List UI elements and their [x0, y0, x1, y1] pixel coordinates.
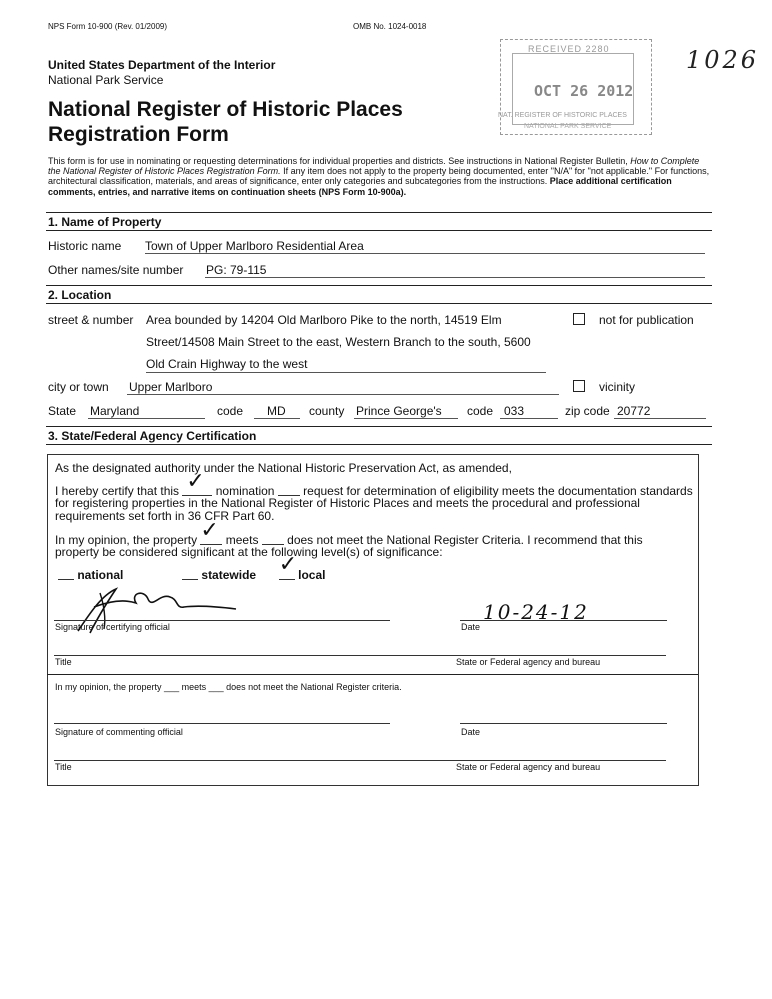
- form-number: NPS Form 10-900 (Rev. 01/2009): [48, 22, 168, 31]
- certify-text-c: request for determination of eligibility meets the documentation standards: [303, 484, 693, 498]
- national-blank[interactable]: [58, 567, 74, 580]
- certify-text-a: I hereby certify that this: [55, 484, 180, 498]
- county-underline: [354, 418, 458, 419]
- form-title-line1: National Register of Historic Places: [48, 98, 403, 121]
- local-checkmark: ✓: [278, 552, 298, 577]
- form-title-line2: Registration Form: [48, 123, 229, 146]
- state-underline: [88, 418, 205, 419]
- signature2-label: Signature of commenting official: [55, 727, 183, 737]
- intro-text-2: If any item does not apply to the property being documented, enter "N/A" for "not applicable." For functions, architectural classification, materials, and areas of significance, enter only categories and subcategories from the instructions.: [48, 166, 710, 187]
- intro-text-1: This form is for use in nominating or requesting determinations for individual properties and districts. See instructions in National Register Bulletin,: [48, 156, 631, 166]
- zip-underline: [614, 418, 706, 419]
- title-line: [54, 655, 666, 656]
- stamp-line3: NAT. REGISTER OF HISTORIC PLACES: [498, 112, 627, 119]
- other-names-value[interactable]: PG: 79-115: [206, 263, 267, 277]
- county-label: county: [309, 404, 345, 418]
- commenting-divider: [47, 674, 698, 675]
- level-national: national: [77, 568, 124, 582]
- county-code-underline: [500, 418, 558, 419]
- county-value[interactable]: Prince George's: [356, 404, 442, 418]
- opinion-line2: property be considered significant at the following level(s) of significance:: [55, 545, 443, 559]
- stamp-line4: NATIONAL PARK SERVICE: [524, 123, 612, 130]
- agency-label: State or Federal agency and bureau: [456, 657, 601, 667]
- received-stamp: [498, 37, 655, 137]
- section3-top-rule: [46, 426, 712, 427]
- not-for-publication-checkbox[interactable]: [573, 313, 585, 325]
- signature2-line: [54, 723, 390, 724]
- state-code-underline: [254, 418, 300, 419]
- level-row: [58, 552, 326, 582]
- date2-label: Date: [461, 727, 481, 737]
- vicinity-checkbox[interactable]: [573, 380, 585, 392]
- authority-statement: As the designated authority under the National Historic Preservation Act, as amended,: [55, 461, 512, 475]
- agency-name: National Park Service: [48, 73, 164, 87]
- state-value[interactable]: Maryland: [90, 404, 140, 418]
- street-line3[interactable]: Old Crain Highway to the west: [146, 357, 308, 371]
- opinion-text-a: In my opinion, the property: [55, 533, 198, 547]
- nomination-checkmark: ✓: [186, 469, 205, 494]
- local-blank[interactable]: [278, 552, 298, 580]
- stamp-date: OCT 26 2012: [534, 82, 634, 100]
- commenting-opinion: In my opinion, the property ___ meets ___ does not meet the National Register criteria.: [55, 682, 402, 692]
- section2-heading: 2. Location: [48, 288, 112, 302]
- omb-number: OMB No. 1024-0018: [353, 22, 427, 31]
- intro-text-italic: How to Complete the National Register of Historic Places Registration Form.: [48, 156, 700, 177]
- title-label: Title: [55, 657, 72, 667]
- certify-text-b: nomination: [215, 484, 275, 498]
- opinion-text-c: does not meet the National Register Criteria. I recommend that this: [287, 533, 643, 547]
- historic-name-label: Historic name: [48, 239, 122, 253]
- date-line: [460, 620, 667, 621]
- state-code-label: code: [217, 404, 244, 418]
- stamp-line1: RECEIVED 2280: [528, 44, 610, 54]
- state-code-value[interactable]: MD: [267, 404, 286, 418]
- does-not-meet-blank[interactable]: [262, 532, 284, 545]
- meets-checkmark: ✓: [200, 518, 219, 543]
- city-underline: [127, 394, 559, 395]
- certify-line2: for registering properties in the National Register of Historic Places and meets the procedural and professional: [55, 496, 640, 510]
- section3-heading: 3. State/Federal Agency Certification: [48, 429, 257, 443]
- meets-blank[interactable]: [200, 518, 222, 545]
- agency2-label: State or Federal agency and bureau: [456, 762, 601, 772]
- city-value[interactable]: Upper Marlboro: [129, 380, 213, 394]
- title2-line: [54, 760, 666, 761]
- statewide-blank[interactable]: [182, 567, 198, 580]
- section1-heading-rule: [46, 230, 712, 231]
- historic-name-underline: [145, 253, 705, 254]
- nomination-blank[interactable]: [182, 469, 212, 496]
- zip-value[interactable]: 20772: [617, 404, 651, 418]
- section2-top-rule: [46, 285, 712, 286]
- intro-text-bold: Place additional certification comments, entries, and narrative items on continuation sheets (NPS Form 10-900a).: [48, 176, 672, 197]
- department-name: United States Department of the Interior: [48, 58, 276, 72]
- section3-heading-rule: [46, 444, 712, 445]
- street-line1[interactable]: Area bounded by 14204 Old Marlboro Pike to the north, 14519 Elm: [146, 313, 502, 327]
- intro-paragraph: [48, 156, 713, 197]
- signature-line: [54, 620, 390, 621]
- section1-heading: 1. Name of Property: [48, 215, 162, 229]
- not-for-publication-label: not for publication: [599, 313, 694, 327]
- other-names-underline: [205, 277, 705, 278]
- state-label: State: [48, 404, 77, 418]
- certify-line3: requirements set forth in 36 CFR Part 60.: [55, 509, 275, 523]
- date-label: Date: [461, 622, 481, 632]
- street-line2[interactable]: Street/14508 Main Street to the east, Western Branch to the south, 5600: [146, 335, 531, 349]
- historic-name-value[interactable]: Town of Upper Marlboro Residential Area: [145, 239, 364, 253]
- other-names-label: Other names/site number: [48, 263, 184, 277]
- zip-label: zip code: [565, 404, 610, 418]
- street-underline: [146, 372, 546, 373]
- section2-heading-rule: [46, 303, 712, 304]
- level-local: local: [298, 568, 326, 582]
- city-label: city or town: [48, 380, 109, 394]
- request-blank[interactable]: [278, 483, 300, 496]
- opinion-text-b: meets: [225, 533, 259, 547]
- level-statewide: statewide: [201, 568, 257, 582]
- vicinity-label: vicinity: [599, 380, 636, 394]
- date2-line: [460, 723, 667, 724]
- title2-label: Title: [55, 762, 72, 772]
- handwritten-reference-number: 1026: [686, 46, 760, 74]
- county-code-label: code: [467, 404, 494, 418]
- handwritten-date: 10-24-12: [483, 600, 589, 624]
- section1-top-rule: [46, 212, 712, 213]
- signature-label: Signature of certifying official: [55, 622, 170, 632]
- street-number-label: street & number: [48, 313, 134, 327]
- county-code-value[interactable]: 033: [504, 404, 525, 418]
